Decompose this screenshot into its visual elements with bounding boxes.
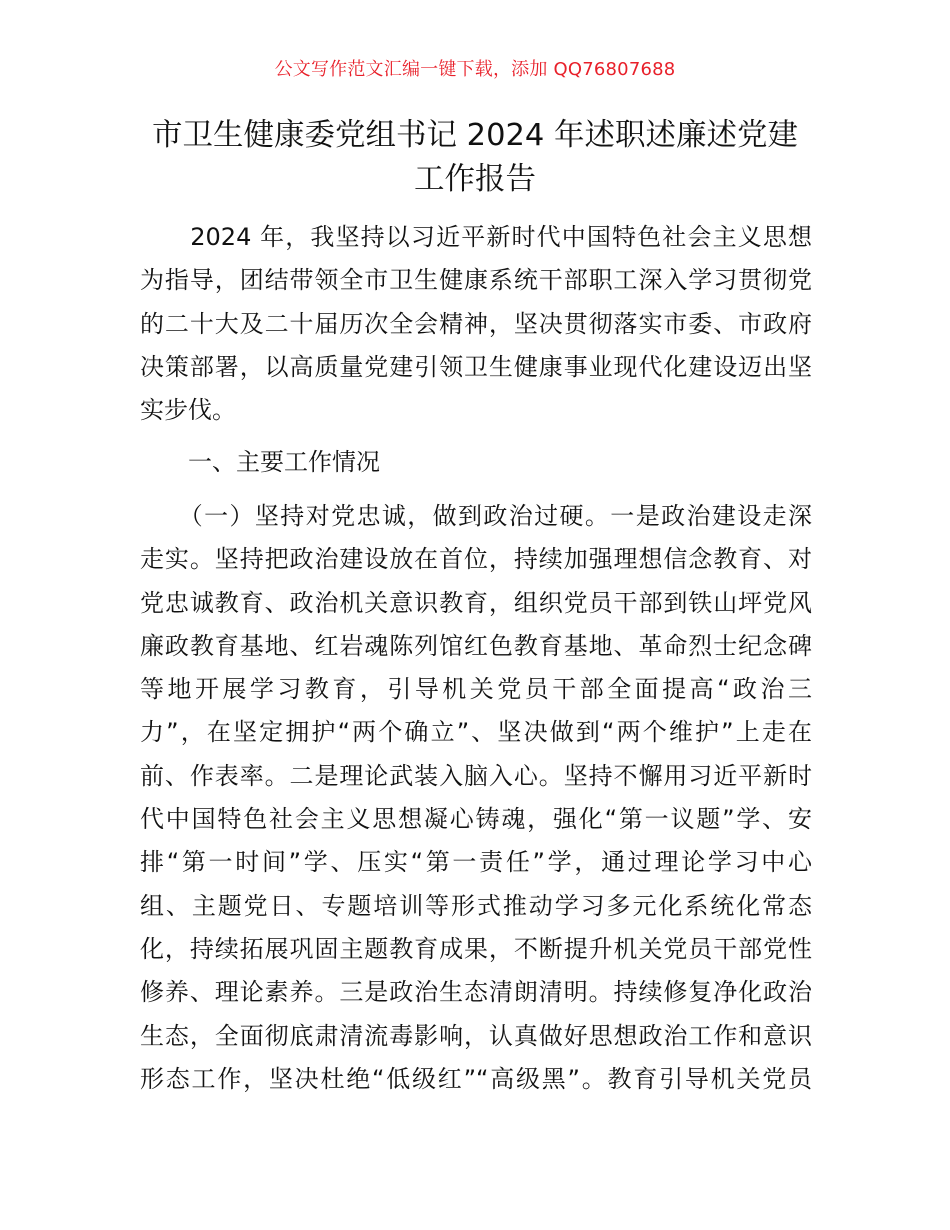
paragraph-line: 修养、理论素养。三是政治生态清朗清明。持续修复净化政治 [140, 978, 812, 1007]
paragraph-line: 化，持续拓展巩固主题教育成果，不断提升机关党员干部党性 [140, 934, 812, 963]
section-paragraph [140, 495, 812, 1101]
paragraph-line: 廉政教育基地、红岩魂陈列馆红色教育基地、革命烈士纪念碑 [140, 631, 812, 660]
paragraph-line: 形态工作，坚决杜绝“低级红”“高级黑”。教育引导机关党员 [140, 1064, 812, 1093]
paragraph-line: 党忠诚教育、政治机关意识教育，组织党员干部到铁山坪党风 [140, 588, 812, 617]
paragraph-line: 等地开展学习教育，引导机关党员干部全面提高“政治三 [140, 675, 812, 704]
paragraph-line: 代中国特色社会主义思想凝心铸魂，强化“第一议题”学、安 [140, 805, 812, 834]
paragraph-line: 决策部署，以高质量党建引领卫生健康事业现代化建设迈出坚 [140, 352, 812, 381]
paragraph-line: 为指导，团结带领全市卫生健康系统干部职工深入学习贯彻党 [140, 266, 812, 295]
paragraph-line: 2024 年，我坚持以习近平新时代中国特色社会主义思想 [140, 223, 812, 251]
paragraph-line: 生态，全面彻底肃清流毒影响，认真做好思想政治工作和意识 [140, 1021, 812, 1050]
section-heading-text: 一、主要工作情况 [140, 448, 380, 476]
section-heading [140, 441, 812, 484]
paragraph-line: 实步伐。 [140, 396, 236, 425]
paragraph-line: 排“第一时间”学、压实“第一责任”学，通过理论学习中心 [140, 848, 812, 877]
title-line-1: 市卫生健康委党组书记 2024 年述职述廉述党建 [151, 118, 798, 153]
intro-paragraph [140, 216, 812, 432]
download-banner: 公文写作范文汇编一键下载，添加 QQ76807688 [274, 59, 676, 80]
paragraph-line: （一）坚持对党忠诚，做到政治过硬。一是政治建设走深 [140, 502, 812, 530]
document-title [130, 114, 820, 202]
title-line-2: 工作报告 [414, 162, 536, 197]
paragraph-line: 力”，在坚定拥护“两个确立”、坚决做到“两个维护”上走在 [140, 718, 812, 747]
paragraph-line: 走实。坚持把政治建设放在首位，持续加强理想信念教育、对 [140, 545, 812, 574]
paragraph-line: 的二十大及二十届历次全会精神，坚决贯彻落实市委、市政府 [140, 309, 812, 338]
paragraph-line: 组、主题党日、专题培训等形式推动学习多元化系统化常态 [140, 891, 812, 920]
paragraph-line: 前、作表率。二是理论武装入脑入心。坚持不懈用习近平新时 [140, 761, 812, 790]
